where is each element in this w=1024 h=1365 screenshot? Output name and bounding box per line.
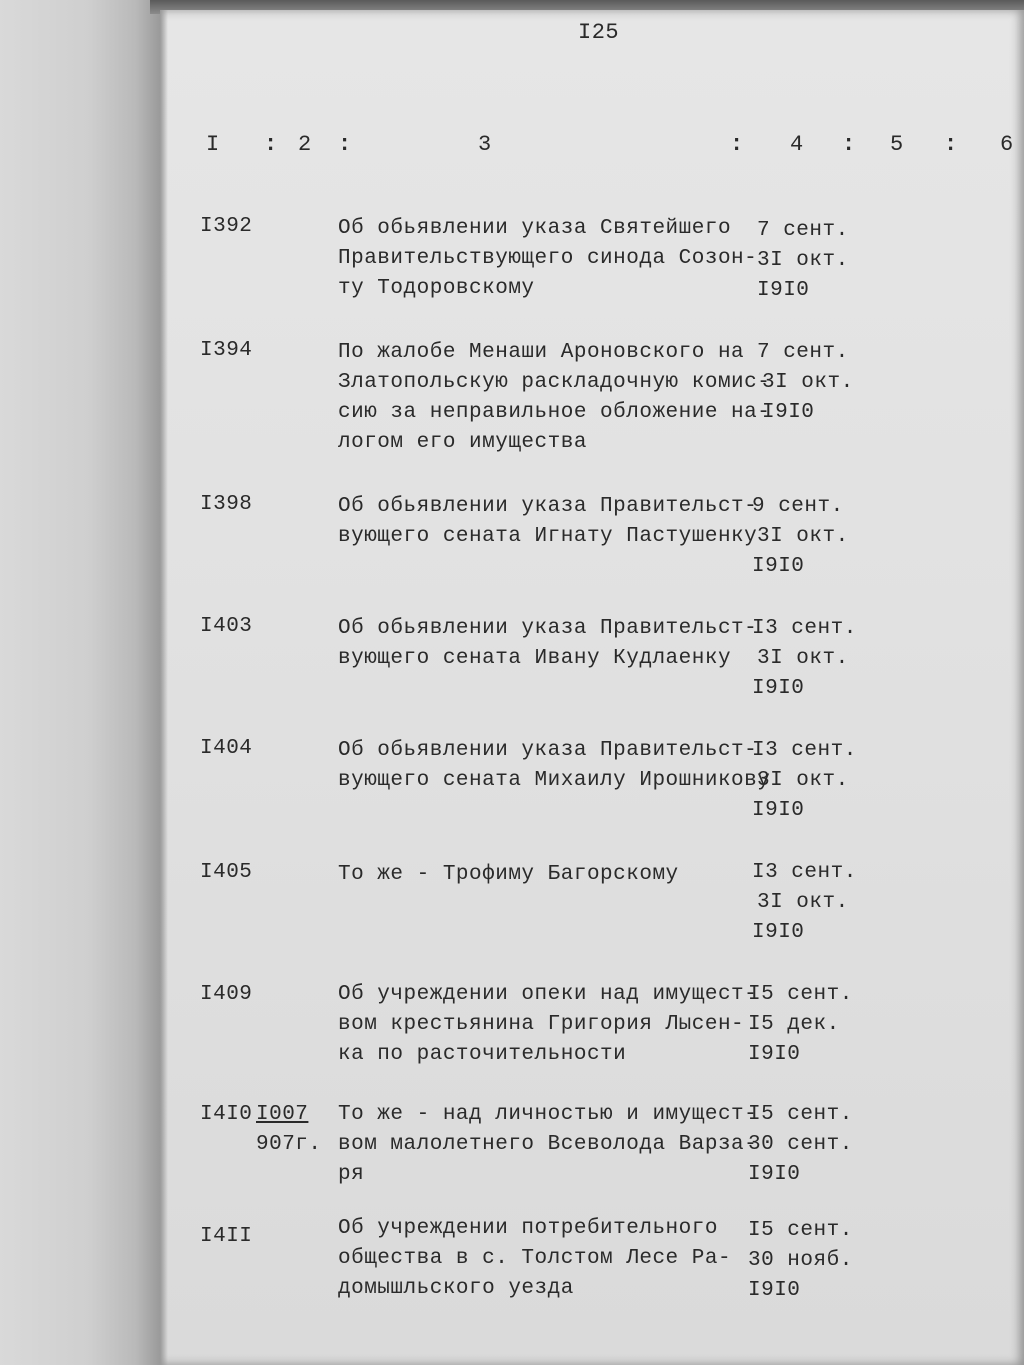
entry-reference-number: I007 xyxy=(256,1103,309,1126)
entry-date-start: 9 сент. xyxy=(752,495,844,518)
column-header-4: 4 xyxy=(790,132,804,157)
column-header-3: 3 xyxy=(478,132,492,157)
entry-date-end: 3I окт. xyxy=(757,647,849,670)
column-header-6: 6 xyxy=(1000,132,1014,157)
column-header-2: 2 xyxy=(298,132,312,157)
entry-date-end: 3I окт. xyxy=(757,891,849,914)
column-separator: : xyxy=(730,132,744,157)
entry-year: I9I0 xyxy=(762,401,815,424)
entry-title-line: То же - над личностью и имущест- xyxy=(338,1103,758,1126)
entry-title-line: Правительствующего синода Созон- xyxy=(338,247,758,270)
page-number: I25 xyxy=(578,20,620,45)
entry-date-end: 3I окт. xyxy=(762,371,854,394)
column-header-5: 5 xyxy=(890,132,904,157)
entry-date-start: I5 сент. xyxy=(748,983,853,1006)
entry-title-line: вующего сената Ивану Кудлаенку xyxy=(338,647,732,670)
entry-year: I9I0 xyxy=(748,1043,801,1066)
column-separator: : xyxy=(842,132,856,157)
entry-title-line: сию за неправильное обложение на- xyxy=(338,401,771,424)
entry-year: I9I0 xyxy=(752,921,805,944)
entry-date-end: 3I окт. xyxy=(757,769,849,792)
entry-title-line: общества в с. Толстом Лесе Ра- xyxy=(338,1247,732,1270)
entry-date-start: 7 сент. xyxy=(757,341,849,364)
entry-title-line: ка по расточительности xyxy=(338,1043,627,1066)
entry-date-start: I5 сент. xyxy=(748,1219,853,1242)
entry-number: I403 xyxy=(200,615,253,638)
column-separator: : xyxy=(338,132,352,157)
entry-title-line: Об обьявлении указа Правительст- xyxy=(338,617,758,640)
entry-number: I404 xyxy=(200,737,253,760)
entry-date-end: I5 дек. xyxy=(748,1013,840,1036)
entry-title-line: вующего сената Игнату Пастушенку xyxy=(338,525,758,548)
entry-title-line: ря xyxy=(338,1163,365,1186)
page-left-edge xyxy=(160,10,168,1365)
entry-year: I9I0 xyxy=(752,677,805,700)
entry-title-line: Об обьявлении указа Правительст- xyxy=(338,495,758,518)
column-separator: : xyxy=(264,132,278,157)
binding-shadow xyxy=(0,0,160,1365)
entry-date-end: 3I окт. xyxy=(757,249,849,272)
entry-date-start: I3 сент. xyxy=(752,739,857,762)
entry-date-end: 3I окт. xyxy=(757,525,849,548)
column-separator: : xyxy=(944,132,958,157)
column-header-1: I xyxy=(206,132,220,157)
entry-title-line: логом его имущества xyxy=(338,431,587,454)
entry-reference-year: 907г. xyxy=(256,1133,322,1156)
entry-title-line: Об учреждении опеки над имущест- xyxy=(338,983,758,1006)
entry-title-line: ту Тодоровскому xyxy=(338,277,535,300)
entry-year: I9I0 xyxy=(748,1163,801,1186)
entry-title-line: вующего сената Михаилу Ирошникову xyxy=(338,769,771,792)
entry-number: I392 xyxy=(200,215,253,238)
entry-date-start: I5 сент. xyxy=(748,1103,853,1126)
entry-year: I9I0 xyxy=(752,799,805,822)
entry-number: I398 xyxy=(200,493,253,516)
entry-title-line: Златопольскую раскладочную комис- xyxy=(338,371,771,394)
entry-title-line: То же - Трофиму Багорскому xyxy=(338,863,679,886)
entry-year: I9I0 xyxy=(757,279,810,302)
entry-title-line: Об обьявлении указа Правительст- xyxy=(338,739,758,762)
entry-date-start: 7 сент. xyxy=(757,219,849,242)
entry-title-line: вом малолетнего Всеволода Варза- xyxy=(338,1133,758,1156)
entry-title-line: Об обьявлении указа Святейшего xyxy=(338,217,732,240)
entry-date-start: I3 сент. xyxy=(752,617,857,640)
entry-title-line: вом крестьянина Григория Лысен- xyxy=(338,1013,745,1036)
entry-year: I9I0 xyxy=(748,1279,801,1302)
entry-title-line: домышльского уезда xyxy=(338,1277,574,1300)
entry-number: I405 xyxy=(200,861,253,884)
entry-title-line: Об учреждении потребительного xyxy=(338,1217,718,1240)
entry-date-end: 30 сент. xyxy=(748,1133,853,1156)
entry-number: I394 xyxy=(200,339,253,362)
entry-year: I9I0 xyxy=(752,555,805,578)
entry-date-start: I3 сент. xyxy=(752,861,857,884)
entry-title-line: По жалобе Менаши Ароновского на xyxy=(338,341,745,364)
entry-number: I4I0 xyxy=(200,1103,253,1126)
entry-number: I409 xyxy=(200,983,253,1006)
entry-number: I4II xyxy=(200,1225,253,1248)
entry-date-end: 30 нояб. xyxy=(748,1249,853,1272)
